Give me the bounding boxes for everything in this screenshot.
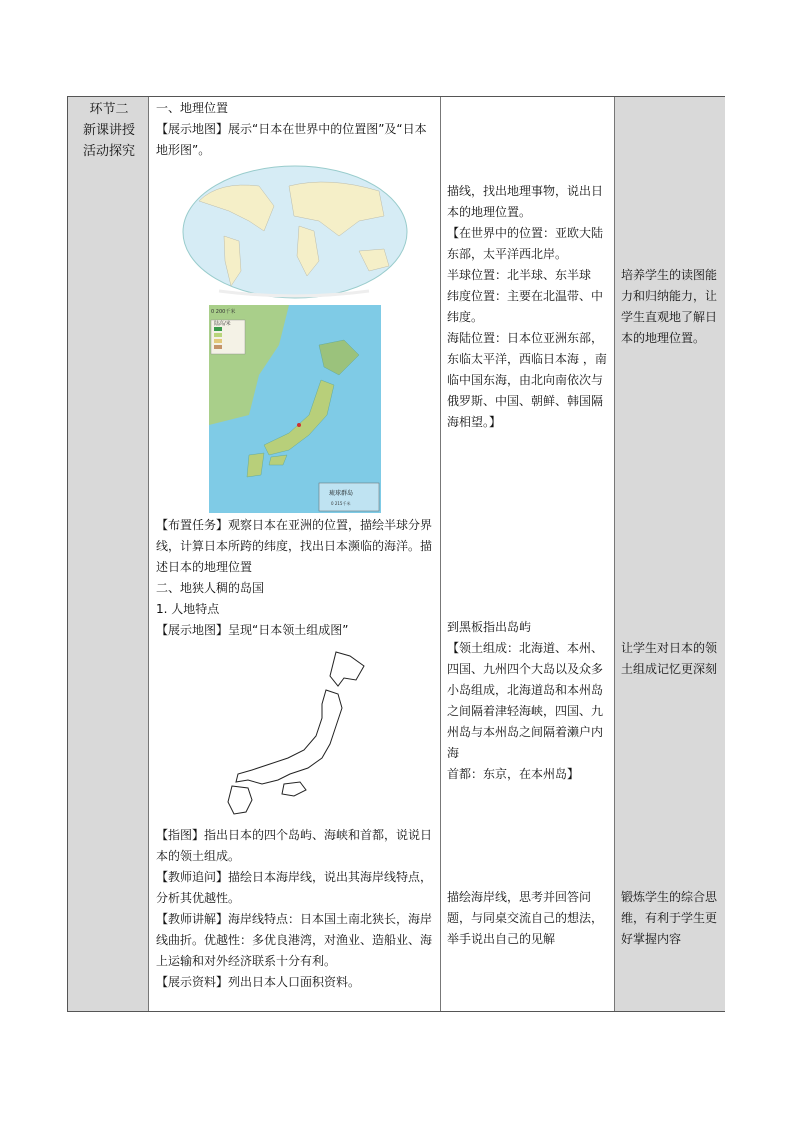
paragraph: 【在世界中的位置：亚欧大陆东部，太平洋西北岸。 bbox=[447, 226, 604, 261]
paragraph: 海陆位置：日本位亚洲东部，东临太平洋，西临日本海 ，南临中国东海，由北向南依次与俄罗斯、中国、朝鲜、韩国隔海相望。】 bbox=[447, 331, 607, 429]
paragraph: 半球位置：北半球、东半球 bbox=[447, 268, 592, 282]
paragraph: 【展示地图】展示“日本在世界中的位置图”及“日本地形图”。 bbox=[156, 122, 427, 157]
ryukyu-scale: 0 215千米 bbox=[331, 501, 351, 506]
paragraph: 纬度位置：主要在北温带、中纬度。 bbox=[447, 289, 604, 324]
teacher-activity-mid bbox=[156, 515, 436, 641]
divider bbox=[148, 97, 149, 1011]
paragraph: 描绘海岸线，思考并回答问题，与同桌交流自己的想法，举手说出自己的见解 bbox=[447, 890, 604, 946]
paragraph: 到黑板指出岛屿 bbox=[447, 620, 532, 634]
paragraph: 让学生对日本的领土组成记忆更深刻 bbox=[621, 641, 718, 676]
design-intent-c bbox=[621, 887, 721, 950]
col1-shade bbox=[68, 97, 148, 1011]
paragraph: 【指图】指出日本的四个岛屿、海峡和首都，说说日本的领土组成。 bbox=[156, 828, 433, 863]
stage-line: 活动探究 bbox=[82, 144, 135, 159]
japan-outline-map-image bbox=[218, 646, 372, 818]
paragraph: 【教师追问】描绘日本海岸线，说出其海岸线特点，分析其优越性。 bbox=[156, 870, 433, 905]
section-heading: 一、地理位置 bbox=[156, 101, 229, 115]
stage-line: 环节二 bbox=[89, 102, 129, 117]
teacher-activity-top bbox=[156, 98, 436, 161]
paragraph: 【布置任务】观察日本在亚洲的位置，描绘半球分界线，计算日本所跨的纬度，找出日本濒临的海洋。描述日本的地理位置 bbox=[156, 518, 433, 574]
japan-terrain-map-image bbox=[209, 305, 381, 513]
teacher-activity-bottom bbox=[156, 825, 436, 993]
world-map-image bbox=[179, 161, 411, 303]
paragraph: 描线，找出地理事物，说出日本的地理位置。 bbox=[447, 184, 604, 219]
divider bbox=[614, 97, 615, 1011]
map-scale: 0 200千米 bbox=[211, 309, 236, 315]
paragraph: 锻炼学生的综合思维，有利于学生更好掌握内容 bbox=[621, 890, 718, 946]
design-intent-b bbox=[621, 638, 721, 680]
subheading: 1. 人地特点 bbox=[156, 602, 220, 616]
stage-label bbox=[74, 99, 144, 162]
student-activity-c bbox=[447, 887, 609, 950]
paragraph: 【教师讲解】海岸线特点：日本国土南北狭长，海岸线曲折。优越性：多优良港湾，对渔业、造船业、海上运输和对外经济联系十分有利。 bbox=[156, 912, 433, 968]
lesson-table bbox=[67, 96, 725, 1012]
student-activity-a bbox=[447, 181, 609, 433]
student-activity-b bbox=[447, 617, 609, 785]
section-heading: 二、地狭人稠的岛国 bbox=[156, 581, 265, 595]
design-intent-a bbox=[621, 265, 721, 349]
paragraph: 【领土组成：北海道、本州、四国、九州四个大岛以及众多小岛组成，北海道岛和本州岛之间隔着津轻海峡，四国、九州岛与本州岛之间隔着濑户内海 bbox=[447, 641, 604, 760]
legend-title: 陆高/米 bbox=[214, 321, 231, 327]
paragraph: 【展示地图】呈现“日本领土组成图” bbox=[156, 623, 349, 637]
divider bbox=[440, 97, 441, 1011]
stage-line: 新课讲授 bbox=[82, 123, 135, 138]
paragraph: 培养学生的读图能力和归纳能力，让学生直观地了解日本的地理位置。 bbox=[621, 268, 718, 345]
paragraph: 首都：东京，在本州岛】 bbox=[447, 767, 580, 781]
ryukyu-label: 琉球群岛 bbox=[329, 490, 354, 497]
col4-shade bbox=[614, 97, 725, 1011]
paragraph: 【展示资料】列出日本人口面积资料。 bbox=[156, 975, 361, 989]
